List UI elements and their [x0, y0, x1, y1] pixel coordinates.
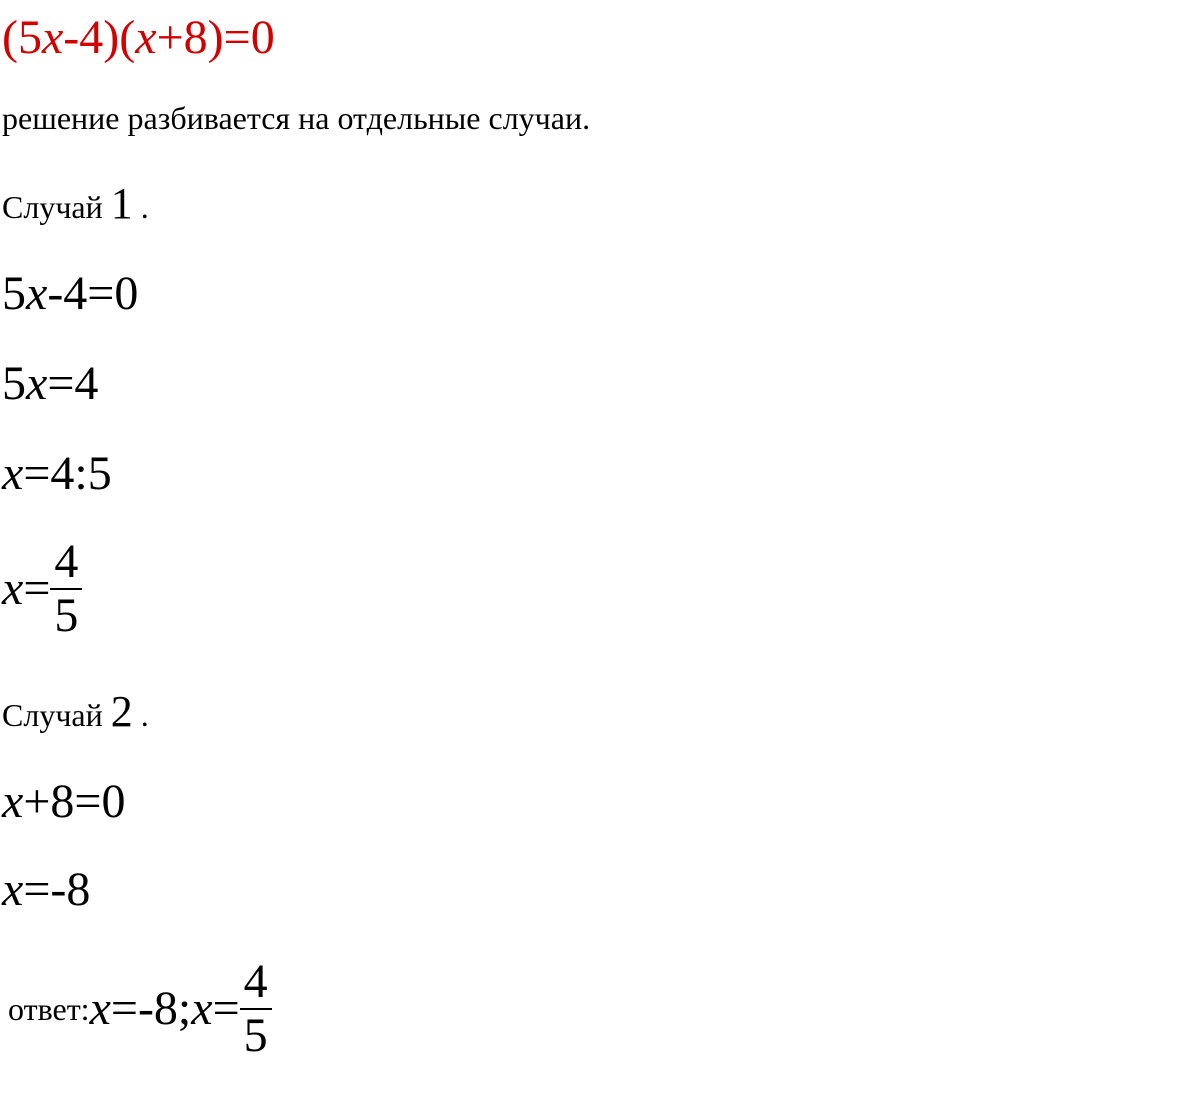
- answer-expression: [89, 982, 240, 1035]
- case-dot: .: [132, 189, 149, 225]
- case-dot: .: [132, 697, 149, 733]
- case-1-heading: [2, 179, 149, 228]
- problem-part: +8)=0: [156, 11, 275, 64]
- step-part: 5: [2, 267, 26, 320]
- equals-sign: =: [23, 562, 51, 615]
- fraction-numerator: 4: [50, 538, 82, 590]
- fraction-numerator: 4: [240, 958, 272, 1010]
- case-1-step-2: [2, 357, 99, 410]
- case-number: 1: [110, 179, 133, 228]
- step-part: =4:5: [23, 447, 112, 500]
- variable-x: x: [191, 982, 213, 1035]
- answer-label: ответ:: [8, 991, 90, 1027]
- answer-fraction: [240, 955, 272, 1062]
- variable-x: x: [2, 863, 24, 916]
- case-label: Случай: [2, 189, 111, 225]
- variable-x: x: [26, 267, 48, 320]
- case-2-step-2: [2, 863, 91, 916]
- variable-x: x: [2, 562, 24, 615]
- step-part: +8=0: [23, 775, 126, 828]
- variable-x: x: [2, 447, 24, 500]
- case-2-heading: [2, 687, 149, 736]
- case-1-step-3: [2, 447, 112, 500]
- step-part: -4=0: [47, 267, 139, 320]
- intro-text: решение разбивается на отдельные случаи.: [2, 100, 591, 136]
- result-lhs: [2, 562, 51, 615]
- problem-equation: [2, 11, 275, 64]
- fraction-denominator: 5: [54, 589, 79, 642]
- fraction: [50, 535, 82, 642]
- step-part: =-8: [23, 863, 91, 916]
- fraction-denominator: 5: [243, 1009, 268, 1062]
- variable-x: x: [2, 775, 24, 828]
- variable-x: x: [89, 982, 111, 1035]
- answer-part: =-8;: [110, 982, 192, 1035]
- step-part: =4: [47, 357, 99, 410]
- variable-x: x: [135, 11, 157, 64]
- case-1-step-1: [2, 267, 139, 320]
- answer-line: [8, 955, 272, 1062]
- case-1-result: [2, 535, 82, 642]
- problem-part: (5: [2, 11, 42, 64]
- step-part: 5: [2, 357, 26, 410]
- variable-x: x: [26, 357, 48, 410]
- variable-x: x: [41, 11, 64, 64]
- equals-sign: =: [212, 982, 240, 1035]
- case-number: 2: [110, 687, 133, 736]
- case-label: Случай: [2, 697, 111, 733]
- problem-part: -4)(: [63, 11, 136, 64]
- case-2-step-1: [2, 775, 126, 828]
